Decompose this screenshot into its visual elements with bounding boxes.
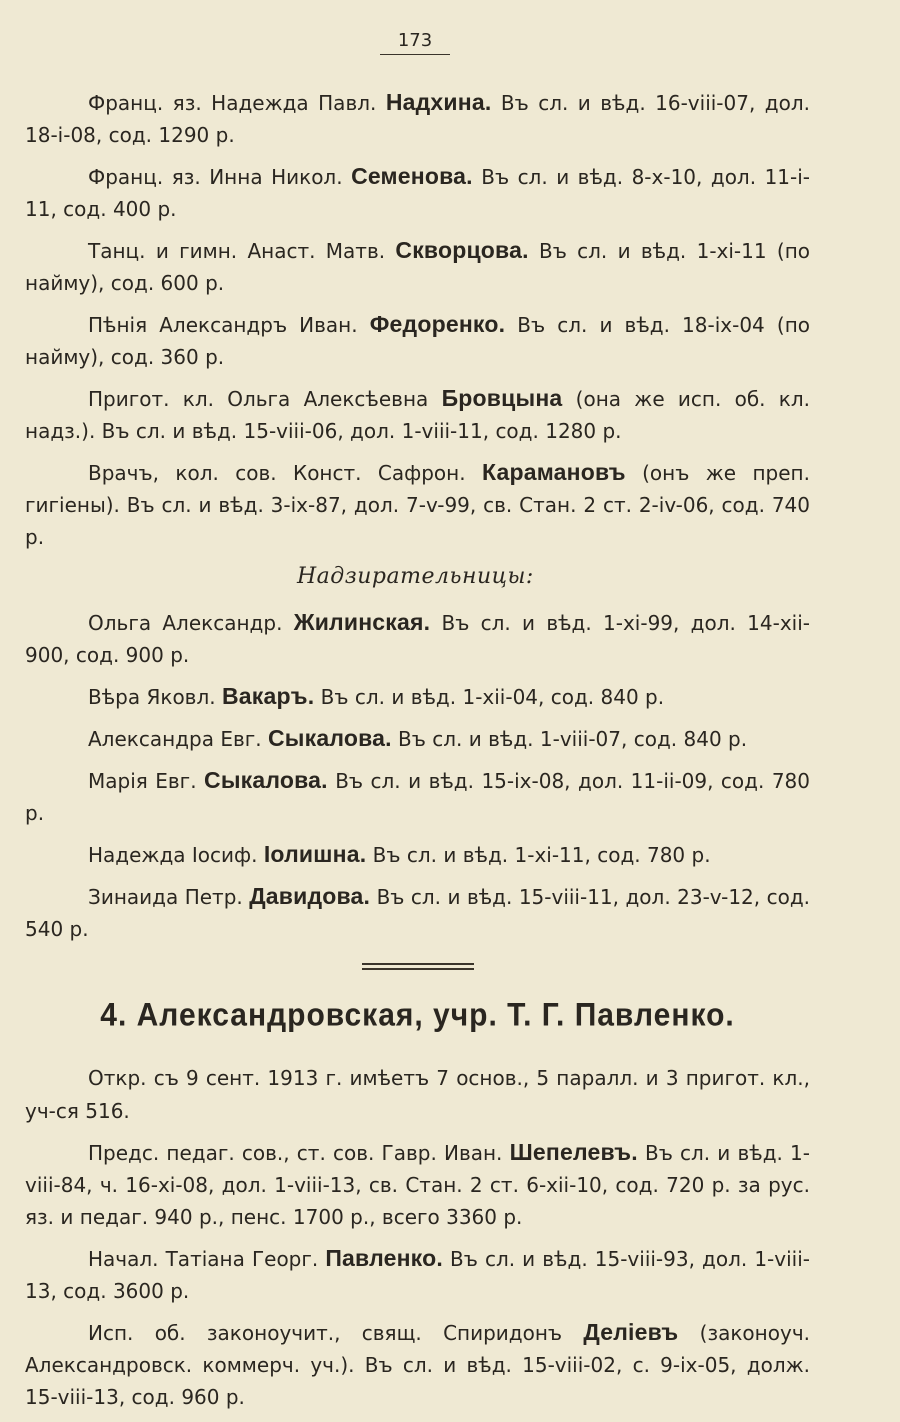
surname: Карамановъ: [481, 459, 626, 485]
entry-text: Зинаида Петр.: [88, 885, 250, 909]
entry-details: Въ сл. и вѣд. 1-xi-11 (по найму), сод. 600 р.: [25, 239, 811, 295]
entry-details: Въ сл. и вѣд. 18-ix-04 (по найму), сод. 360 р.: [25, 313, 811, 369]
surname: Сыкалова.: [267, 725, 392, 751]
entry-text: Пригот. кл. Ольга Алексѣевна: [88, 387, 442, 411]
staff-entry: [25, 86, 810, 151]
staff-entry: [25, 880, 810, 945]
staff-entry: [25, 234, 810, 299]
entry-text: Надежда Іосиф.: [88, 843, 264, 867]
surname: Скворцова.: [395, 237, 529, 263]
section-title: 4. Александровская, учр. Т. Г. Павленко.: [100, 997, 735, 1034]
staff-entry: [25, 1136, 810, 1233]
entry-text: Предс. педаг. сов., ст. сов. Гавр. Иван.: [88, 1141, 510, 1165]
entry-details: (законоуч. Александровск. коммерч. уч.). Въ сл. и вѣд. 15-viii-02, с. 9-ix-05, долж. 15-viii-13, сод. 960 р.: [25, 1321, 810, 1409]
entry-text: Врачъ, кол. сов. Конст. Сафрон.: [88, 461, 482, 485]
page-number: 173: [380, 30, 450, 55]
surname: Шепелевъ.: [509, 1139, 638, 1165]
entry-text: Пѣнія Александръ Иван.: [88, 313, 370, 337]
staff-entry: [25, 382, 810, 447]
entry-details: Въ сл. и вѣд. 15-viii-11, дол. 23-v-12, сод. 540 р.: [25, 885, 810, 941]
entry-details: Въ сл. и вѣд. 15-viii-93, дол. 1-viii-13, сод. 3600 р.: [25, 1247, 810, 1303]
entry-text: Откр. съ 9 сент. 1913 г. имѣетъ 7 основ., 5 паралл. и 3 пригот. кл., уч-ся 516.: [25, 1066, 810, 1123]
surname: Сыкалова.: [204, 767, 328, 793]
staff-entry: [25, 764, 810, 829]
staff-entry: [25, 722, 810, 755]
staff-entry: [25, 160, 810, 225]
entry-text: Вѣра Яковл.: [88, 685, 222, 709]
entry-details: (онъ же преп. гигіены). Въ сл. и вѣд. 3-ix-87, дол. 7-v-99, св. Стан. 2 ст. 2-iv-06, сод. 740 р.: [25, 461, 810, 549]
entry-details: Въ сл. и вѣд. 1-xi-99, дол. 14-xii-900, сод. 900 р.: [25, 611, 810, 667]
staff-entry: [25, 308, 810, 373]
surname: Семенова.: [351, 163, 473, 189]
staff-entry: [25, 456, 810, 553]
entry-details: Въ сл. и вѣд. 1-viii-07, сод. 840 р.: [391, 727, 748, 751]
staff-entry: [25, 606, 810, 671]
staff-entry: [25, 680, 810, 713]
entry-text: Исп. об. законоучит., свящ. Спиридонъ: [88, 1321, 584, 1345]
surname: Вакаръ.: [221, 683, 315, 709]
staff-entry: [25, 1316, 810, 1413]
surname: Надхина.: [385, 89, 492, 115]
entries-section: [25, 1062, 810, 1413]
surname: Давидова.: [249, 883, 371, 909]
surname: Бровцына: [441, 385, 563, 411]
page-content: [25, 86, 810, 1422]
entry-details: (она же исп. об. кл. надз.). Въ сл. и вѣд. 15-viii-06, дол. 1-viii-11, сод. 1280 р.: [25, 387, 811, 443]
section-divider: [362, 963, 474, 970]
entry-details: Въ сл. и вѣд. 1-xi-11, сод. 780 р.: [366, 843, 711, 867]
entry-details: Въ сл. и вѣд. 15-ix-08, дол. 11-ii-09, сод. 780 р.: [25, 769, 810, 825]
entry-text: Танц. и гимн. Анаст. Матв.: [88, 239, 396, 263]
surname: Жилинская.: [293, 609, 431, 635]
surname: Павленко.: [325, 1245, 443, 1271]
entries-top: [25, 86, 810, 553]
staff-entry: [25, 838, 810, 871]
subheading-supervisors: Надзирательницы:: [297, 564, 534, 589]
entry-text: Франц. яз. Надежда Павл.: [88, 91, 386, 115]
entries-supervisors: [25, 606, 810, 945]
staff-entry: [25, 1062, 810, 1127]
entry-details: Въ сл. и вѣд. 1-xii-04, сод. 840 р.: [314, 685, 665, 709]
entry-text: Ольга Александр.: [88, 611, 294, 635]
surname: Іолишна.: [263, 841, 367, 867]
surname: Федоренко.: [369, 311, 506, 337]
entry-text: Начал. Татіана Георг.: [88, 1247, 326, 1271]
entry-text: Марія Евг.: [88, 769, 205, 793]
entry-details: Въ сл. и вѣд. 8-x-10, дол. 11-i-11, сод. 400 р.: [25, 165, 811, 221]
entry-text: Франц. яз. Инна Никол.: [88, 165, 352, 189]
surname: Деліевъ: [583, 1319, 679, 1345]
entry-details: Въ сл. и вѣд. 16-viii-07, дол. 18-i-08, сод. 1290 р.: [25, 91, 810, 147]
entry-details: Въ сл. и вѣд. 1-viii-84, ч. 16-xi-08, дол. 1-viii-13, св. Стан. 2 ст. 6-xii-10, сод. 720 р. за рус. яз. и педаг. 940 р., пенс. 1700 р., всего 3360 р.: [25, 1141, 810, 1229]
entry-text: Александра Евг.: [88, 727, 268, 751]
staff-entry: [25, 1242, 810, 1307]
